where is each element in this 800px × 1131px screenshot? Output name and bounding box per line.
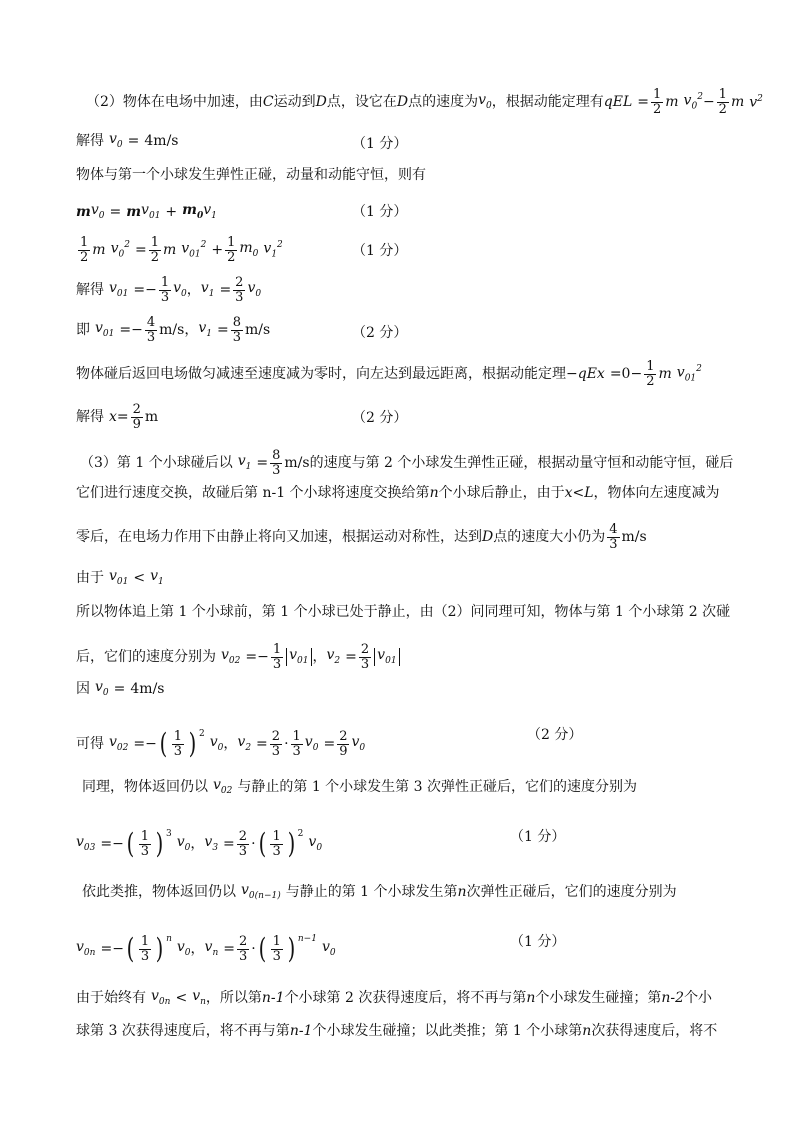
score: （2 分） [352,410,408,426]
line-14 [76,605,730,619]
eq: = [133,282,146,299]
dot: · [251,836,256,853]
eq: = [133,736,146,753]
comma: ， [184,322,199,339]
frac: $\frac{2}{3}$ [271,729,281,759]
paren: ) [155,827,164,861]
paren: ) [188,727,197,761]
frac: $\frac{1}{3}$ [160,275,170,305]
v02: $v_{02}$ [213,777,233,796]
score: （1 分） [352,136,408,152]
text: 解得 [76,282,104,299]
v01: $v_{01}$ [109,280,129,300]
v01sq: $v_{01}^2$ [676,363,702,384]
v0: $v_0$ [478,92,492,112]
frac: $\frac{2}{3}$ [238,934,248,964]
paren: ) [155,932,164,966]
L: L [584,485,594,501]
minus: − [112,836,124,853]
frac: $\frac{1}{2}$ [718,87,727,117]
v01: $v_{01}$ [141,202,161,221]
v03: $v_{03}$ [76,834,96,854]
text: 后，它们的速度分别为 [76,649,216,666]
line-4 [76,203,217,221]
lt: < [133,569,146,586]
paren: ) [287,932,296,966]
eq: = [127,132,140,149]
n-1: n-1 [261,989,285,1006]
score: （2 分） [527,727,583,743]
line-9 [76,403,158,431]
frac: $\frac{8}{3}$ [272,448,281,478]
frac: $\frac{2}{3}$ [235,275,244,305]
v0: $v_0$ [95,679,109,698]
text: 可得 [76,736,104,753]
paren: ( [159,727,168,761]
frac: $\frac{1}{2}$ [80,235,89,265]
text: 与静止的第 1 个小球发生第 [285,883,458,900]
v1sq: $v_1^2$ [263,239,283,260]
text: 解得 [76,409,104,426]
v0: $v_0$ [308,834,323,854]
paren: ) [287,827,296,861]
text: 次获得速度后，将不 [591,1023,718,1039]
text: 点，设它在 [326,94,397,111]
score: （2 分） [352,325,408,341]
score: （1 分） [352,243,408,259]
var-d: D [482,529,494,546]
comma: ， [186,282,201,299]
var-d: D [315,94,327,111]
frac: $\frac{1}{3}$ [272,934,281,964]
text: 点的速度为 [408,94,479,111]
text: 个小球发生碰撞；以此类推；第 1 个小球第 [312,1023,583,1039]
eq: = [109,203,122,220]
eq: = [323,736,336,753]
eq: = [609,366,622,383]
unit: m [144,409,159,426]
x: x [564,485,573,501]
frac: $\frac{2}{3}$ [238,829,248,859]
v1: $v_1$ [203,202,217,221]
text: 同理，物体返回仍以 [82,778,208,795]
text: （2）物体在电场中加速，由 [86,94,263,111]
text: 解得 [76,132,104,149]
m: m [76,203,91,220]
v0: $v_0$ [176,939,191,959]
frac: $\frac{4}{3}$ [146,315,156,345]
line-11 [76,486,720,500]
score: （1 分） [510,934,566,950]
frac: $\frac{1}{2}$ [652,87,662,117]
v0: $v_0$ [304,734,319,754]
line-18 [82,778,637,796]
line-10 [80,449,733,477]
v0: $v_0$ [109,131,123,150]
v02: $v_{02}$ [109,734,129,754]
v0sq: $v_0^2$ [110,239,130,260]
v0: $v_0$ [173,280,187,300]
frac: $\frac{2}{3}$ [360,642,370,672]
eq: = [223,941,235,958]
line-21: $v_{0n}$ = − ( $\frac{1}{3}$ ) $^n$ $v_0$ ， $v_n$ = $\frac{2}{3}$ · ( $\frac{1}{3}$ ) $^{n-1}$ $v_0$ [76,932,336,966]
text: 与静止的第 1 个小球发生第 3 次弹性正碰后，它们的速度分别为 [237,778,637,795]
v1: $v_1$ [200,280,215,300]
text: 球第 3 次获得速度后，将不再与第 [76,1023,290,1039]
m: m [126,203,142,220]
frac: $\frac{1}{2}$ [646,359,655,389]
unit: m/s [621,529,647,546]
value: 4m/s [130,680,165,697]
var-c: C [262,94,274,111]
frac: $\frac{1}{3}$ [140,829,150,859]
m: m [730,94,745,111]
plus: + [165,203,178,220]
frac: $\frac{1}{3}$ [292,729,301,759]
v0sq: $v_0^2$ [683,91,703,112]
v2: $v_2$ [237,734,252,754]
eq: = [256,455,269,472]
text: 个小 [684,989,713,1006]
text: 个小球后静止，由于 [438,485,565,501]
vn: $v_n$ [192,988,206,1007]
text: 物体碰后返回电场做匀减速至速度减为零时，向左达到最远距离，根据动能定理 [76,366,566,383]
v0: $v_0$ [90,202,105,221]
dot: · [251,941,256,958]
minus: − [630,366,643,383]
eq: = [219,282,232,299]
v0: $v_0$ [247,280,262,300]
line-6 [76,276,261,304]
line-19: $v_{03}$ = − ( $\frac{1}{3}$ ) $^3$ $v_0$ ， $v_3$ = $\frac{2}{3}$ · ( $\frac{1}{3}$ ) $^2$ $v_0$ [76,827,323,861]
v2: $v_2$ [326,647,341,667]
v01: $v_{01}$ [109,568,129,587]
text: 点的速度大小仍为 [493,529,606,546]
v0n1: $v_{0(n-1)}$ [241,882,281,901]
line-17: 可得 $v_{02}$ = − ( $\frac{1}{3}$ ) $^2$ $v_0$ ， $v_2$ = $\frac{2}{3}$ · $\frac{1}{3}$ $v_0$ = $\frac{2}{9}$ $v_0$ [76,727,366,761]
vsq: $v^2$ [749,93,763,111]
n: n [582,1023,592,1039]
text: 的速度与第 2 个小球发生弹性正碰，根据动量守恒和动能守恒，碰后 [309,455,734,472]
line-15 [76,643,401,671]
comma: ， [190,836,205,853]
line-22 [76,989,712,1007]
minus: − [145,282,157,299]
v0: $v_0$ [351,734,366,754]
eq: = [116,409,129,426]
eq: = [345,649,357,666]
unit: m/s [284,455,310,472]
text: ，根据动能定理有 [491,94,604,111]
paren: ( [126,932,135,966]
formula: −qEx [566,366,605,383]
v0n: $v_{0n}$ [76,939,96,959]
v0n: $v_{0n}$ [151,988,171,1007]
text: 个小球第 2 次获得速度后，将不再与第 [284,989,527,1006]
minus: − [131,322,143,339]
v0: $v_0$ [209,734,224,754]
var-d: D [396,94,409,111]
eq: = [256,736,268,753]
v0: $v_0$ [321,939,336,959]
text: 依此类推，物体返回仍以 [82,883,236,900]
text: （3）第 1 个小球碰后以 [80,455,233,472]
v02: $v_{02}$ [221,647,241,667]
eq: = [100,941,113,958]
line-3 [76,168,426,182]
eq: = [119,322,132,339]
m: m [92,242,106,259]
frac: $\frac{4}{3}$ [609,522,618,552]
text: 所以物体追上第 1 个小球前，第 1 个小球已处于静止，由（2）问同理可知，物体与第 1 个小球第 2 次碰 [76,604,731,620]
eq: = [134,242,147,259]
line-16 [76,680,164,698]
vn: $v_n$ [204,939,219,959]
x: x [109,409,117,426]
v1: $v_1$ [237,453,252,473]
v0: $v_0$ [176,834,191,854]
zero: 0 [621,366,631,383]
abs-v01: $v_{01}$ [374,648,399,666]
frac: $\frac{1}{3}$ [272,829,281,859]
eq: = [100,836,113,853]
line-12 [76,523,647,551]
plus: + [211,242,224,259]
text: 由于 [76,569,104,586]
line-1 [86,88,763,116]
line-7 [76,316,270,344]
text: ，物体向左速度减为 [593,485,720,501]
n: n [457,883,467,900]
eq: = [637,94,649,111]
paren: ( [258,932,267,966]
n: n [429,485,439,501]
frac: $\frac{1}{3}$ [140,934,150,964]
text: ，所以第 [205,989,262,1006]
m: m [162,242,177,259]
line-13 [76,569,164,587]
line-2 [76,132,178,150]
m0: $m_0$ [239,240,259,260]
frac: $\frac{2}{9}$ [339,729,348,759]
text: 即 [76,322,90,339]
v1: $v_1$ [198,320,212,340]
line-8 [76,360,702,388]
score: （1 分） [352,204,408,220]
n: n [526,989,536,1006]
minus: − [112,941,124,958]
frac: $\frac{1}{3}$ [173,729,183,759]
comma: ， [190,941,205,958]
minus: − [702,94,715,111]
n-2: n-2 [661,989,685,1006]
dot: · [284,736,289,753]
v3: $v_3$ [204,834,219,854]
line-5 [76,236,283,264]
paren: ( [258,827,266,861]
eq: = [223,836,235,853]
unit: m/s [159,322,185,339]
minus: − [257,649,269,666]
text: 零后，在电场力作用下由静止将向又加速，根据运动对称性，达到 [76,529,482,546]
text: 运动到 [273,94,316,111]
text: 次弹性正碰后，它们的速度分别为 [466,883,677,900]
eq: = [216,322,229,339]
line-23 [76,1024,717,1038]
comma: ， [223,736,238,753]
value: 4m/s [144,132,179,149]
frac: $\frac{1}{3}$ [272,642,282,672]
minus: − [145,736,157,753]
m: m [658,366,672,383]
lt: < [175,989,188,1006]
n-1: n-1 [289,1023,313,1039]
text: 它们进行速度交换，故碰后第 n-1 个小球将速度交换给第 [76,485,430,501]
frac: $\frac{2}{9}$ [132,402,141,432]
text: 个小球发生碰撞；第 [535,989,662,1006]
comma: ， [312,649,327,666]
line-20 [82,883,677,901]
frac: $\frac{1}{2}$ [150,235,159,265]
unit: m/s [244,322,271,339]
paren: ( [126,827,135,861]
v01sq: $v_{01}^2$ [181,239,207,260]
frac: $\frac{8}{3}$ [232,315,241,345]
v1: $v_1$ [150,568,164,587]
score: （1 分） [510,829,566,845]
v01: $v_{01}$ [95,320,115,340]
text: 由于始终有 [76,989,146,1006]
lt: < [572,485,585,501]
m0: $m_0$ [182,202,204,221]
text: 物体与第一个小球发生弹性正碰，动量和动能守恒，则有 [76,167,426,183]
text: 因 [76,680,90,697]
abs-v01: $v_{01}$ [286,648,311,666]
m: m [665,94,679,111]
frac: $\frac{1}{2}$ [227,235,236,265]
eq: = [113,680,126,697]
formula: qEL [603,94,633,111]
eq: = [245,649,258,666]
